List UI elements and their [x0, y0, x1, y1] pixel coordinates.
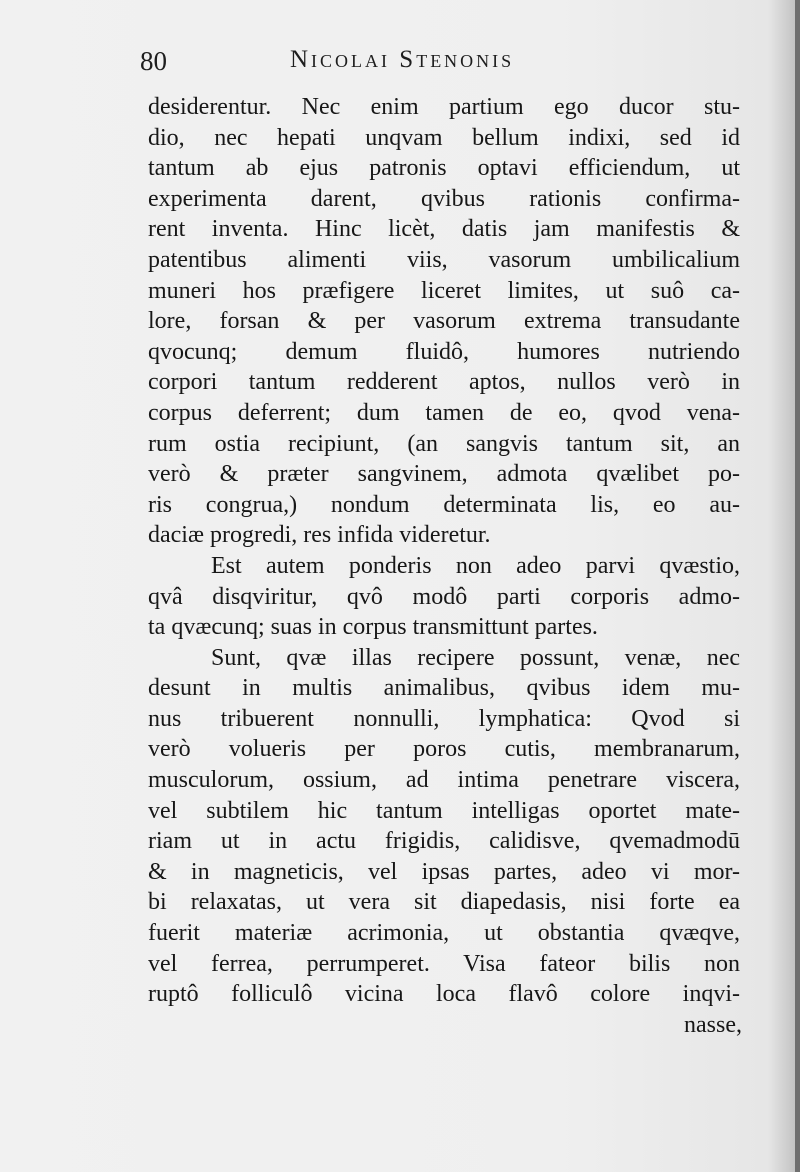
text-line: ris congrua,) nondum determinata lis, eo au-	[148, 491, 740, 518]
text-line: desunt in multis animalibus, qvibus idem mu-	[148, 675, 740, 702]
text-line: lore, forsan & per vasorum extrema transudante	[148, 308, 740, 335]
text-line: corpus deferrent; dum tamen de eo, qvod vena-	[148, 399, 740, 426]
text-line: patentibus alimenti viis, vasorum umbilicalium	[148, 246, 740, 273]
text-line: & in magneticis, vel ipsas partes, adeo vi mor-	[148, 858, 740, 885]
page-number: 80	[140, 46, 167, 76]
paragraph-end-line: ta qvæcunq; suas in corpus transmittunt partes.	[148, 614, 598, 641]
text-line: bi relaxatas, ut vera sit diapedasis, nisi forte ea	[148, 889, 740, 916]
text-line: fuerit materiæ acrimonia, ut obstantia qvæqve,	[148, 920, 740, 947]
text-line: ruptô folliculô vicina loca flavô colore inqvi-	[148, 981, 740, 1008]
text-line: riam ut in actu frigidis, calidisve, qvemadmodū	[148, 828, 740, 855]
page-header	[140, 42, 740, 82]
text-line: dio, nec hepati unqvam bellum indixi, sed id	[148, 124, 740, 151]
text-line: tantum ab ejus patronis optavi efficiendum, ut	[148, 155, 740, 182]
text-line: vel subtilem hic tantum intelligas oportet mate-	[148, 797, 740, 824]
text-line: qvâ disqviritur, qvô modô parti corporis admo-	[148, 583, 740, 610]
text-line: nus tribuerent nonnulli, lymphatica: Qvod si	[148, 705, 740, 732]
text-line: verò & præter sangvinem, admota qvælibet po-	[148, 461, 740, 488]
text-line: desiderentur. Nec enim partium ego ducor stu-	[148, 94, 740, 120]
text-line: experimenta darent, qvibus rationis confirma-	[148, 185, 740, 212]
paragraph-start-line: Est autem ponderis non adeo parvi qvæstio,	[211, 552, 740, 579]
text-line: rent inventa. Hinc licèt, datis jam manifestis &	[148, 216, 740, 243]
text-line: muneri hos præfigere liceret limites, ut suô ca-	[148, 277, 740, 304]
body-text	[148, 92, 740, 1010]
paragraph-end-line: daciæ progredi, res infida videretur.	[148, 522, 491, 549]
paragraph-start-line: Sunt, qvæ illas recipere possunt, venæ, nec	[211, 644, 740, 671]
text-line: qvocunq; demum fluidô, humores nutriendo	[148, 338, 740, 365]
text-line: verò volueris per poros cutis, membranarum,	[148, 736, 740, 763]
text-line: vel ferrea, perrumperet. Visa fateor bilis non	[148, 950, 740, 977]
text-line: musculorum, ossium, ad intima penetrare viscera,	[148, 767, 740, 794]
running-title: Nicolai Stenonis	[290, 46, 515, 73]
text-line: corpori tantum redderent aptos, nullos verò in	[148, 369, 740, 396]
page-edge-shadow	[795, 0, 800, 1172]
catchword: nasse,	[684, 1012, 742, 1038]
text-line: rum ostia recipiunt, (an sangvis tantum sit, an	[148, 430, 740, 457]
